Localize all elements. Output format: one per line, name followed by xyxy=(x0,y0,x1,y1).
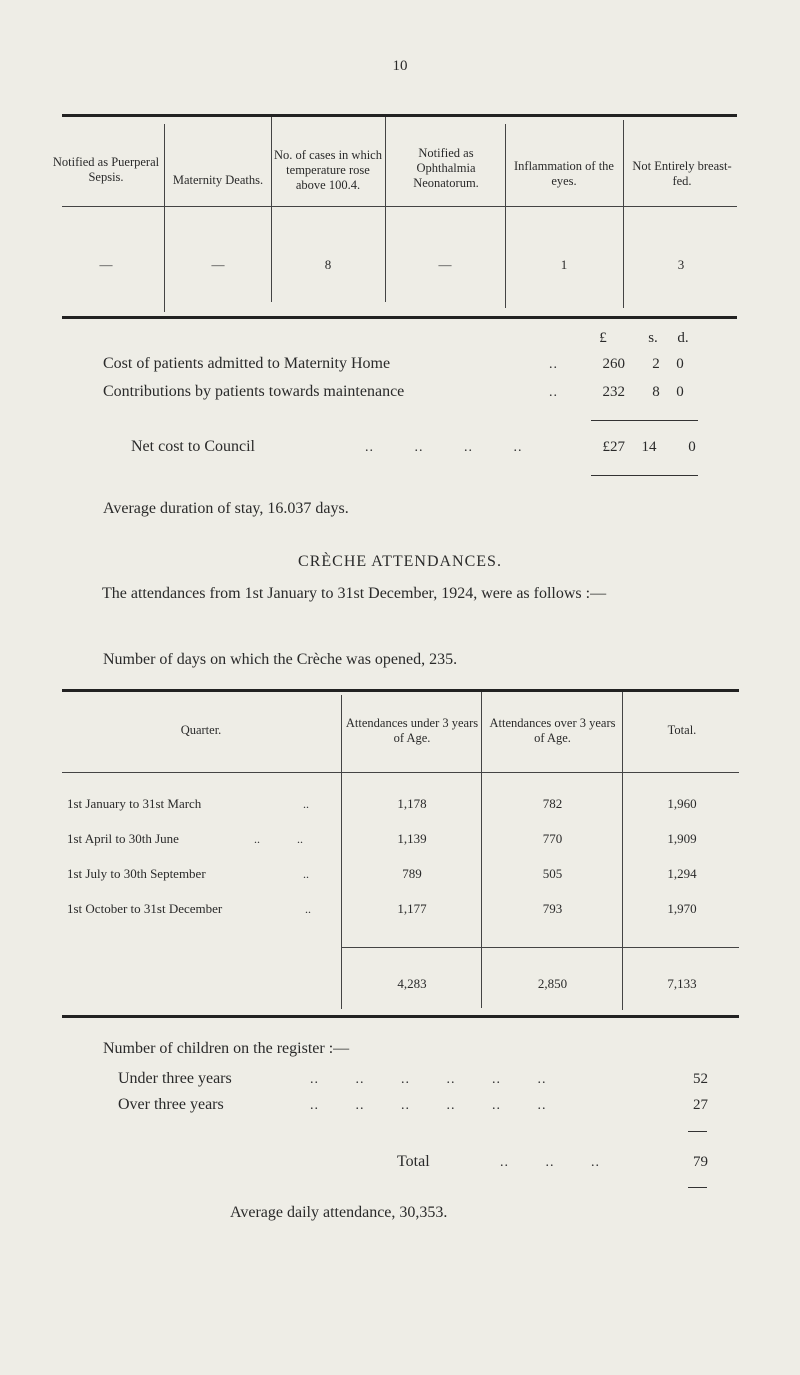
contributions-shillings: 8 xyxy=(652,384,660,400)
contributions-row-label: Contributions by patients towards maintenance xyxy=(103,383,405,400)
table-bottom-rule xyxy=(62,1015,739,1018)
table-total-rule xyxy=(342,947,739,948)
under-value: 1,178 xyxy=(397,796,427,811)
leader-dots: .. xyxy=(549,357,558,372)
value-not-breast-fed: 3 xyxy=(677,257,685,272)
quarter-label: 1st January to 31st March xyxy=(67,796,202,811)
table-bottom-rule xyxy=(62,316,737,319)
page-number: 10 xyxy=(392,58,408,74)
under-value: 1,177 xyxy=(397,901,427,916)
value-puerperal-sepsis: — xyxy=(99,257,113,272)
days-opened-text: Number of days on which the Crèche was opened, 235. xyxy=(103,651,458,668)
under-value: 789 xyxy=(402,866,422,881)
over-total: 2,850 xyxy=(537,976,568,991)
value-ophthalmia-neonatorum: — xyxy=(438,257,452,272)
header-maternity-deaths: Maternity Deaths. xyxy=(172,172,264,187)
leader-dots: .. .. .. .. .. .. xyxy=(310,1072,547,1087)
column-divider xyxy=(164,124,165,312)
creche-intro: The attendances from 1st January to 31st December, 1924, were as follows :— xyxy=(102,585,607,602)
sum-rule xyxy=(688,1131,707,1132)
leader-dots: .. .. .. .. xyxy=(365,440,523,455)
over-value: 782 xyxy=(542,796,563,811)
shillings-unit: s. xyxy=(648,330,658,346)
net-shillings: 14 xyxy=(641,439,657,455)
register-heading: Number of children on the register :— xyxy=(103,1040,350,1057)
header-quarter: Quarter. xyxy=(180,722,222,737)
total-rule xyxy=(688,1187,707,1188)
average-stay-text: Average duration of stay, 16.037 days. xyxy=(103,500,349,517)
leader-dots: .. .. xyxy=(254,832,303,846)
column-divider xyxy=(385,117,386,302)
over-value: 793 xyxy=(542,901,563,916)
register-value: 27 xyxy=(693,1097,708,1113)
header-puerperal-sepsis: Notified as Puerperal Sepsis. xyxy=(52,155,160,184)
leader-dots: .. .. .. .. .. .. xyxy=(310,1098,547,1113)
value-inflammation-eyes: 1 xyxy=(560,257,568,272)
cost-pence: 0 xyxy=(676,356,684,372)
register-total-value: 79 xyxy=(693,1154,708,1170)
quarter-label: 1st October to 31st December xyxy=(67,901,223,916)
table-header-rule xyxy=(62,772,739,773)
leader-dots: .. .. .. xyxy=(500,1155,600,1170)
column-divider xyxy=(341,695,342,1009)
creche-heading: CRÈCHE ATTENDANCES. xyxy=(298,553,502,570)
register-total-label: Total xyxy=(397,1153,430,1170)
average-daily-text: Average daily attendance, 30,353. xyxy=(230,1204,448,1221)
header-inflammation-eyes: Inflammation of the eyes. xyxy=(514,159,614,188)
table-top-rule xyxy=(62,114,737,117)
net-cost-label: Net cost to Council xyxy=(131,438,255,455)
column-divider xyxy=(622,692,623,1010)
header-not-breast-fed: Not Entirely breast-fed. xyxy=(632,159,732,188)
leader-dots: .. xyxy=(549,385,558,400)
pounds-unit: £ xyxy=(599,330,607,346)
value-maternity-deaths: — xyxy=(211,257,225,272)
table-top-rule xyxy=(62,689,739,692)
leader-dots: .. xyxy=(305,902,311,916)
over-value: 505 xyxy=(542,866,563,881)
column-divider xyxy=(623,120,624,308)
sum-rule xyxy=(591,420,698,421)
leader-dots: .. xyxy=(303,797,309,811)
quarter-label: 1st July to 30th September xyxy=(67,866,206,881)
contributions-pence: 0 xyxy=(676,384,684,400)
column-divider xyxy=(505,124,506,308)
total-value: 1,294 xyxy=(667,866,697,881)
cost-pounds: 260 xyxy=(602,356,625,372)
register-value: 52 xyxy=(693,1071,708,1087)
header-ophthalmia-neonatorum: Notified as Ophthalmia Neonatorum. xyxy=(413,145,479,190)
pence-unit: d. xyxy=(677,330,689,346)
register-label: Under three years xyxy=(118,1070,232,1087)
leader-dots: .. xyxy=(303,867,309,881)
total-value: 1,960 xyxy=(667,796,697,811)
net-pence: 0 xyxy=(688,439,696,455)
cost-shillings: 2 xyxy=(652,356,660,372)
column-divider xyxy=(481,692,482,1008)
under-value: 1,139 xyxy=(397,831,427,846)
under-total: 4,283 xyxy=(397,976,427,991)
over-value: 770 xyxy=(542,831,563,846)
contributions-pounds: 232 xyxy=(602,384,625,400)
header-total: Total. xyxy=(667,722,697,737)
header-under-three: Attendances under 3 years of Age. xyxy=(345,716,479,745)
total-value: 1,970 xyxy=(667,901,697,916)
register-label: Over three years xyxy=(118,1096,224,1113)
header-over-three: Attendances over 3 years of Age. xyxy=(489,716,616,745)
quarter-label: 1st April to 30th June xyxy=(67,831,179,846)
value-temperature-cases: 8 xyxy=(324,257,332,272)
net-pounds: £27 xyxy=(602,439,625,455)
total-rule xyxy=(591,475,698,476)
grand-total: 7,133 xyxy=(667,976,697,991)
header-temperature-cases: No. of cases in which temperature rose above 100.4. xyxy=(274,147,382,192)
cost-row-label: Cost of patients admitted to Maternity Home xyxy=(103,355,391,372)
total-value: 1,909 xyxy=(667,831,697,846)
